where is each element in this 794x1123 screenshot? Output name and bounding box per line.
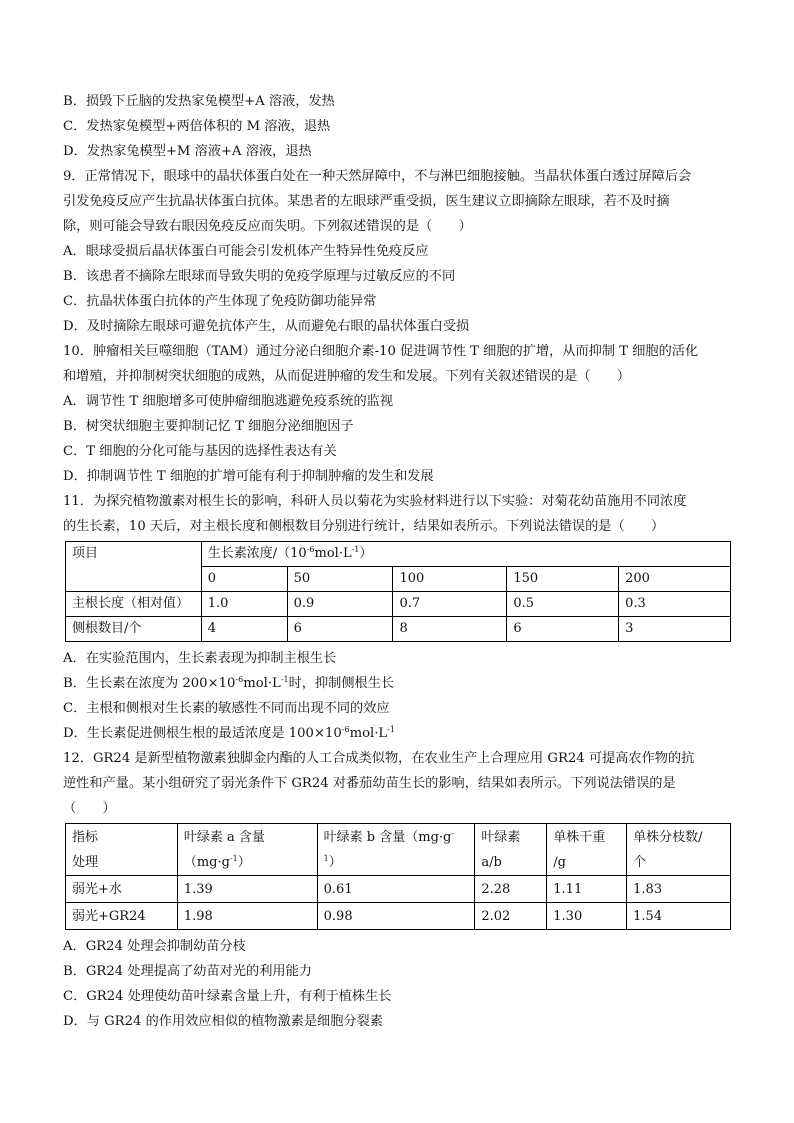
- page-content: [63, 89, 733, 1034]
- q12-row-label: 弱光+水: [66, 876, 178, 903]
- q12-cell: 1.83: [627, 876, 731, 903]
- q10-option-d: D．抑制调节性 T 细胞的扩增可能有利于抑制肿瘤的发生和发展: [63, 469, 434, 484]
- q12-header-branches: 单株分枝数/ 个: [627, 824, 731, 876]
- q12-cell: 1.39: [177, 876, 317, 903]
- q9-stem-line-3: 除，则可能会导致右眼因免疫反应而失明。下列叙述错误的是（ ）: [63, 219, 472, 234]
- q11-cell: 6: [507, 617, 619, 642]
- q12-cell: 2.28: [475, 876, 547, 903]
- q11-cell: 0.9: [287, 592, 393, 617]
- q11-conc-1: 50: [287, 567, 393, 592]
- q12-cell: 0.98: [317, 903, 475, 930]
- q12-stem-line-3: （ ）: [63, 801, 116, 816]
- q12-cell: 2.02: [475, 903, 547, 930]
- q11-cell: 0.3: [619, 592, 731, 617]
- q12-cell: 1.30: [547, 903, 627, 930]
- q12-option-a: A．GR24 处理会抑制幼苗分枝: [63, 939, 246, 954]
- q12-option-c: C．GR24 处理使幼苗叶绿素含量上升，有利于植株生长: [63, 989, 392, 1004]
- q11-cell: 6: [287, 617, 393, 642]
- q9-option-b: B．该患者不摘除左眼球而导致失明的免疫学原理与过敏反应的不同: [63, 269, 456, 284]
- q11-option-a: A．在实验范围内，生长素表现为抑制主根生长: [63, 651, 337, 666]
- q11-row-label: 主根长度（相对值）: [66, 592, 202, 617]
- q11-cell: 1.0: [201, 592, 287, 617]
- q11-cell: 0.5: [507, 592, 619, 617]
- q11-row-label: 侧根数目/个: [66, 617, 202, 642]
- q11-cell: 4: [201, 617, 287, 642]
- q11-conc-3: 150: [507, 567, 619, 592]
- q11-option-c: C．主根和侧根对生长素的敏感性不同而出现不同的效应: [63, 701, 390, 716]
- q11-conc-0: 0: [201, 567, 287, 592]
- q10-option-a: A．调节性 T 细胞增多可使肿瘤细胞逃避免疫系统的监视: [63, 394, 394, 409]
- q10-option-b: B．树突状细胞主要抑制记忆 T 细胞分泌细胞因子: [63, 419, 354, 434]
- q10-option-c: C．T 细胞的分化可能与基因的选择性表达有关: [63, 444, 337, 459]
- q11-cell: 8: [393, 617, 507, 642]
- table-row: [66, 592, 731, 617]
- q11-conc-2: 100: [393, 567, 507, 592]
- table-row: [66, 903, 731, 930]
- q9-stem-line-1: 9．正常情况下，眼球中的晶状体蛋白处在一种天然屏障中，不与淋巴细胞接触。当晶状体蛋白透过屏障后会: [63, 169, 692, 184]
- q12-cell: 1.98: [177, 903, 317, 930]
- q12-header-dry-weight: 单株干重 /g: [547, 824, 627, 876]
- q11-header-item: 项目: [66, 542, 202, 592]
- q12-cell: 1.54: [627, 903, 731, 930]
- q11-stem-line-2: 的生长素，10 天后，对主根长度和侧根数目分别进行统计，结果如表所示。下列说法错误的是（ ）: [63, 519, 665, 534]
- q9-stem-line-2: 引发免疫反应产生抗晶状体蛋白抗体。某患者的左眼球严重受损，医生建议立即摘除左眼球，若不及时摘: [63, 194, 670, 209]
- q12-table: [65, 823, 731, 930]
- q12-header-chl-a: 叶绿素 a 含量 $(mg\cdot g^{-1})$: [177, 824, 317, 876]
- q10-stem-line-1: 10．肿瘤相关巨噬细胞（TAM）通过分泌白细胞介素-10 促进调节性 T 细胞的扩增，从而抑制 T 细胞的活化: [63, 344, 699, 359]
- q9-option-d: D．及时摘除左眼球可避免抗体产生，从而避免右眼的晶状体蛋白受损: [63, 319, 470, 334]
- q11-header-concentration: 生长素浓度$/(10^{-6}mol\cdot L^{-1})$: [201, 542, 730, 567]
- q9-option-c: C．抗晶状体蛋白抗体的产生体现了免疫防御功能异常: [63, 294, 377, 309]
- q12-stem-line-1: 12．GR24 是新型植物激素独脚金内酯的人工合成类似物，在农业生产上合理应用 GR24 可提高农作物的抗: [63, 751, 695, 766]
- q11-stem-line-1: 11．为探究植物激素对根生长的影响，科研人员以菊花为实验材料进行以下实验：对菊花幼苗施用不同浓度: [63, 494, 687, 509]
- q11-table: [65, 541, 731, 642]
- q12-cell: 1.11: [547, 876, 627, 903]
- q10-stem-line-2: 和增殖，并抑制树突状细胞的成熟，从而促进肿瘤的发生和发展。下列有关叙述错误的是（ ）: [63, 369, 631, 384]
- q12-option-b: B．GR24 处理提高了幼苗对光的利用能力: [63, 964, 312, 979]
- q12-cell: 0.61: [317, 876, 475, 903]
- q12-stem-line-2: 逆性和产量。某小组研究了弱光条件下 GR24 对番茄幼苗生长的影响，结果如表所示。下列说法错误的是: [63, 776, 676, 791]
- table-row: [66, 876, 731, 903]
- q11-option-d: D．生长素促进侧根生根的最适浓度是 $100\times 10^{-6}mol\cdot L^{-1}$: [63, 725, 395, 741]
- q11-conc-4: 200: [619, 567, 731, 592]
- table-row: [66, 617, 731, 642]
- q9-option-a: A．眼球受损后晶状体蛋白可能会引发机体产生特异性免疫反应: [63, 244, 429, 259]
- q12-header-indicator: 指标 处理: [66, 824, 178, 876]
- q8-option-b: B．损毁下丘脑的发热家兔模型+A 溶液，发热: [63, 94, 335, 109]
- q11-option-b: B．生长素在浓度为 $200\times 10^{-6}mol\cdot L^{-1}$时，抑制侧根生长: [63, 675, 395, 691]
- q12-option-d: D．与 GR24 的作用效应相似的植物激素是细胞分裂素: [63, 1014, 383, 1029]
- q8-option-d: D．发热家兔模型+M 溶液+A 溶液，退热: [63, 144, 312, 159]
- q11-cell: 0.7: [393, 592, 507, 617]
- q8-option-c: C．发热家兔模型+两倍体积的 M 溶液，退热: [63, 119, 331, 134]
- q12-row-label: 弱光+GR24: [66, 903, 178, 930]
- q11-cell: 3: [619, 617, 731, 642]
- q12-header-ab-ratio: 叶绿素 a/b: [475, 824, 547, 876]
- q12-header-chl-b: 叶绿素 b 含量（mg·g- $^1$）: [317, 824, 475, 876]
